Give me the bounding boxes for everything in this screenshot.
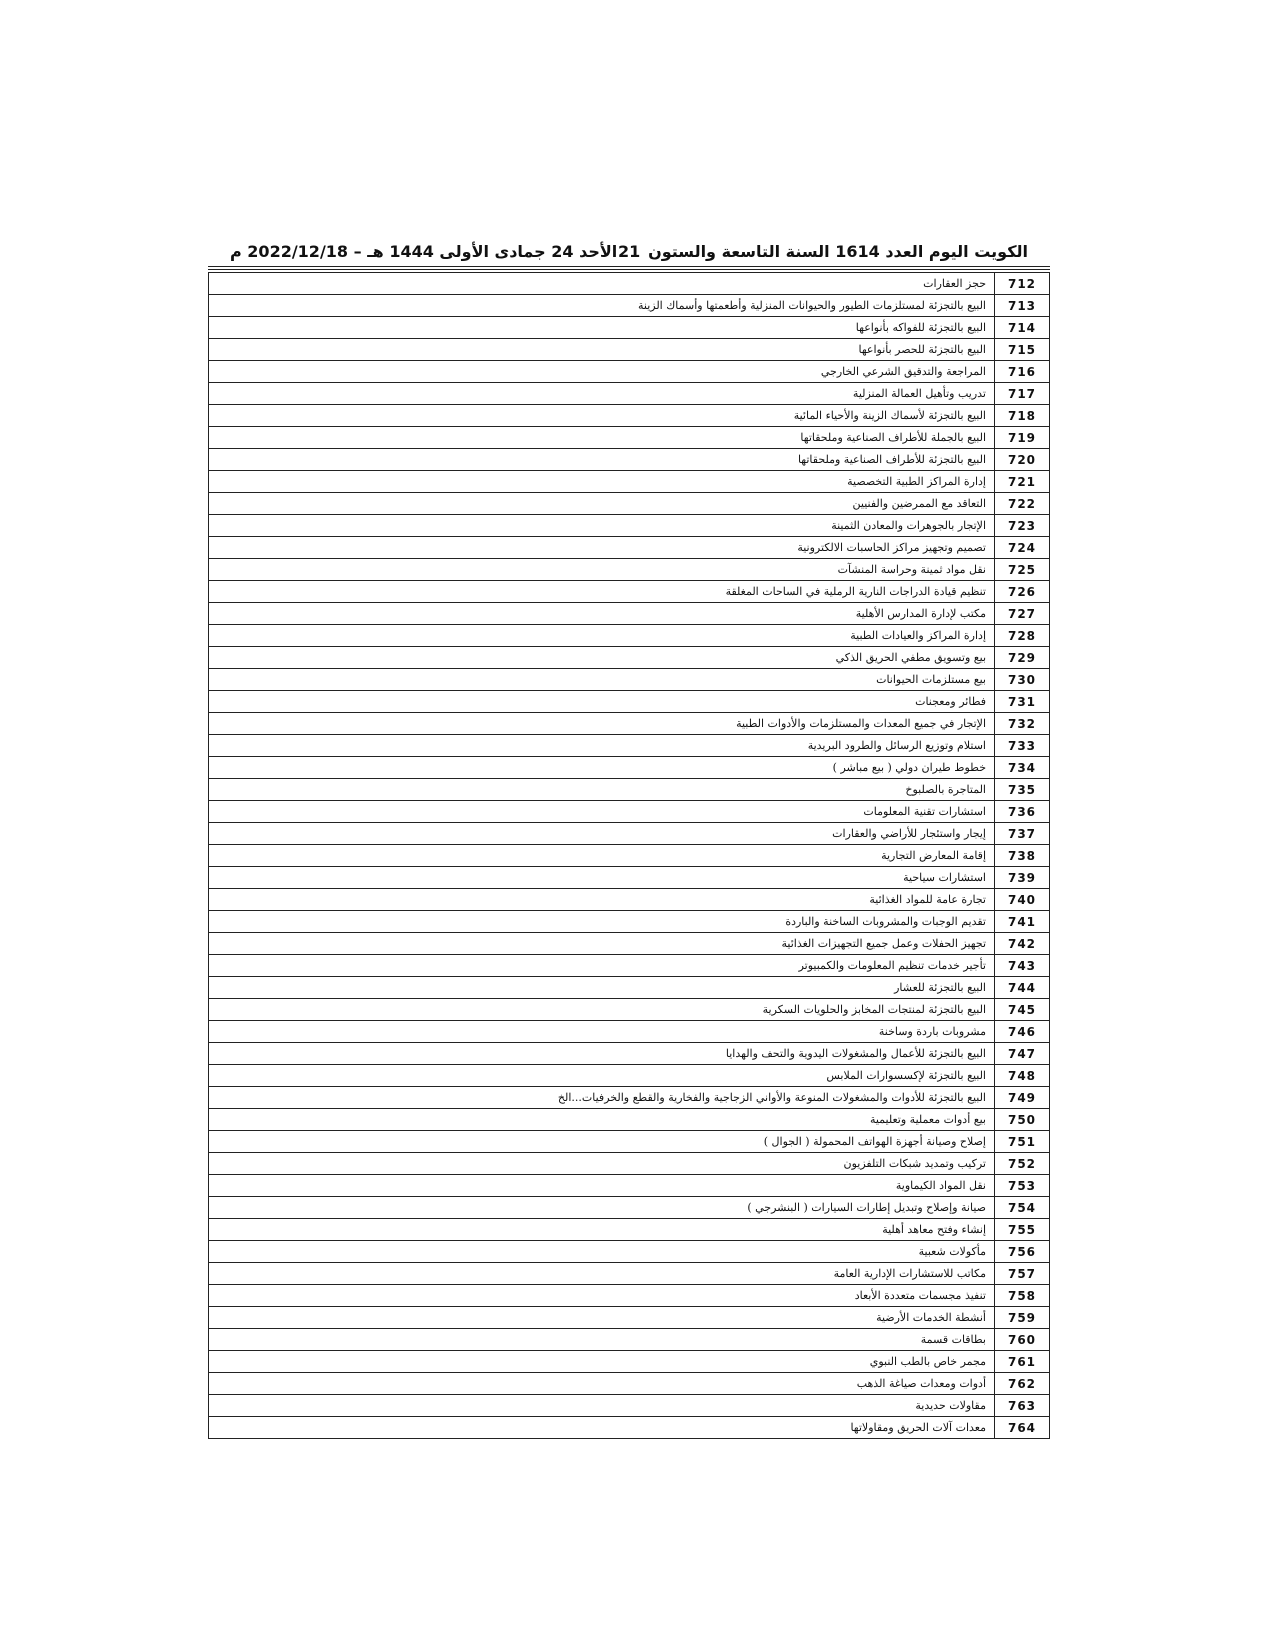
- activity-description: البيع بالتجزئة لمستلزمات الطيور والحيوانات المنزلية وأطعمتها وأسماك الزينة: [209, 295, 995, 317]
- activity-description: أدوات ومعدات صياغة الذهب: [209, 1373, 995, 1395]
- activity-description: فطائر ومعجنات: [209, 691, 995, 713]
- table-row: [209, 977, 1050, 999]
- activity-number: 747: [995, 1043, 1050, 1065]
- activity-number: 718: [995, 405, 1050, 427]
- activity-number: 737: [995, 823, 1050, 845]
- activity-number: 721: [995, 471, 1050, 493]
- activity-number: 753: [995, 1175, 1050, 1197]
- activity-number: 739: [995, 867, 1050, 889]
- activity-number: 743: [995, 955, 1050, 977]
- table-row: [209, 669, 1050, 691]
- table-row: [209, 471, 1050, 493]
- table-row: [209, 955, 1050, 977]
- activity-description: تدريب وتأهيل العمالة المنزلية: [209, 383, 995, 405]
- activity-number: 761: [995, 1351, 1050, 1373]
- activity-number: 724: [995, 537, 1050, 559]
- table-row: [209, 735, 1050, 757]
- table-row: [209, 1175, 1050, 1197]
- activity-number: 762: [995, 1373, 1050, 1395]
- table-row: [209, 581, 1050, 603]
- activity-number: 744: [995, 977, 1050, 999]
- table-row: [209, 339, 1050, 361]
- table-row: [209, 1153, 1050, 1175]
- table-row: [209, 515, 1050, 537]
- activity-number: 745: [995, 999, 1050, 1021]
- table-row: [209, 1329, 1050, 1351]
- table-row: [209, 1109, 1050, 1131]
- table-row: [209, 713, 1050, 735]
- table-row: [209, 361, 1050, 383]
- activity-description: الإتجار بالجوهرات والمعادن الثمينة: [209, 515, 995, 537]
- activity-number: 752: [995, 1153, 1050, 1175]
- activity-number: 735: [995, 779, 1050, 801]
- table-row: [209, 1043, 1050, 1065]
- activity-description: البيع بالتجزئة لأسماك الزينة والأحياء المائية: [209, 405, 995, 427]
- activity-description: إيجار واستئجار للأراضي والعقارات: [209, 823, 995, 845]
- activity-number: 714: [995, 317, 1050, 339]
- table-row: [209, 1197, 1050, 1219]
- table-row: [209, 559, 1050, 581]
- activity-number: 712: [995, 273, 1050, 295]
- activity-number: 750: [995, 1109, 1050, 1131]
- table-row: [209, 1417, 1050, 1439]
- table-row: [209, 1219, 1050, 1241]
- activity-description: تجارة عامة للمواد الغذائية: [209, 889, 995, 911]
- activity-description: إنشاء وفتح معاهد أهلية: [209, 1219, 995, 1241]
- table-row: [209, 647, 1050, 669]
- table-row: [209, 1241, 1050, 1263]
- table-row: [209, 295, 1050, 317]
- activity-description: البيع بالتجزئة للأطراف الصناعية وملحقاتها: [209, 449, 995, 471]
- table-row: [209, 493, 1050, 515]
- table-row: [209, 427, 1050, 449]
- activity-description: مكاتب للاستشارات الإدارية العامة: [209, 1263, 995, 1285]
- activity-number: 741: [995, 911, 1050, 933]
- table-row: [209, 405, 1050, 427]
- table-row: [209, 317, 1050, 339]
- activity-number: 730: [995, 669, 1050, 691]
- activity-number: 751: [995, 1131, 1050, 1153]
- activity-description: إقامة المعارض التجارية: [209, 845, 995, 867]
- activity-description: بطاقات قسمة: [209, 1329, 995, 1351]
- activity-description: نقل المواد الكيماوية: [209, 1175, 995, 1197]
- activity-number: 755: [995, 1219, 1050, 1241]
- activity-number: 731: [995, 691, 1050, 713]
- activity-number: 733: [995, 735, 1050, 757]
- activity-number: 758: [995, 1285, 1050, 1307]
- activity-number: 717: [995, 383, 1050, 405]
- activity-number: 746: [995, 1021, 1050, 1043]
- table-row: [209, 823, 1050, 845]
- page-header: [230, 238, 1028, 268]
- table-row: [209, 449, 1050, 471]
- activity-number: 742: [995, 933, 1050, 955]
- table-row: [209, 1307, 1050, 1329]
- activity-description: بيع وتسويق مطفي الحريق الذكي: [209, 647, 995, 669]
- activity-number: 734: [995, 757, 1050, 779]
- activity-table-container: [208, 272, 1050, 1439]
- activity-description: معدات آلات الحريق ومقاولاتها: [209, 1417, 995, 1439]
- activity-description: مجمر خاص بالطب النبوي: [209, 1351, 995, 1373]
- activity-description: تجهيز الحفلات وعمل جميع التجهيزات الغذائية: [209, 933, 995, 955]
- activity-description: البيع بالتجزئة لمنتجات المخابز والحلويات السكرية: [209, 999, 995, 1021]
- activity-description: تركيب وتمديد شبكات التلفزيون: [209, 1153, 995, 1175]
- table-row: [209, 603, 1050, 625]
- activity-description: مقاولات حديدية: [209, 1395, 995, 1417]
- table-row: [209, 845, 1050, 867]
- table-row: [209, 1373, 1050, 1395]
- activity-number: 728: [995, 625, 1050, 647]
- activity-number: 749: [995, 1087, 1050, 1109]
- activity-number: 736: [995, 801, 1050, 823]
- activity-description: صيانة وإصلاح وتبديل إطارات السيارات ( البنشرجي ): [209, 1197, 995, 1219]
- publication-date: الأحد 24 جمادى الأولى 1444 هـ – 2022/12/18 م: [230, 242, 618, 261]
- table-row: [209, 537, 1050, 559]
- activity-number: 722: [995, 493, 1050, 515]
- table-row: [209, 1065, 1050, 1087]
- activity-number: 720: [995, 449, 1050, 471]
- activity-description: إدارة المراكز والعيادات الطبية: [209, 625, 995, 647]
- table-row: [209, 801, 1050, 823]
- activity-number: 725: [995, 559, 1050, 581]
- activity-description: تأجير خدمات تنظيم المعلومات والكمبيوتر: [209, 955, 995, 977]
- table-row: [209, 625, 1050, 647]
- activity-number: 729: [995, 647, 1050, 669]
- activity-description: بيع مستلزمات الحيوانات: [209, 669, 995, 691]
- header-rule-top: [208, 266, 1050, 267]
- activity-description: البيع بالتجزئة للعشار: [209, 977, 995, 999]
- activity-description: تصميم وتجهيز مراكز الحاسبات الالكترونية: [209, 537, 995, 559]
- activity-description: استشارات تقنية المعلومات: [209, 801, 995, 823]
- activity-number: 764: [995, 1417, 1050, 1439]
- activity-description: المتاجرة بالصلبوخ: [209, 779, 995, 801]
- activity-description: تنفيذ مجسمات متعددة الأبعاد: [209, 1285, 995, 1307]
- activity-number: 732: [995, 713, 1050, 735]
- activity-number: 738: [995, 845, 1050, 867]
- activity-description: استلام وتوزيع الرسائل والطرود البريدية: [209, 735, 995, 757]
- table-row: [209, 1395, 1050, 1417]
- table-row: [209, 1285, 1050, 1307]
- table-row: [209, 867, 1050, 889]
- activity-number: 719: [995, 427, 1050, 449]
- table-row: [209, 1087, 1050, 1109]
- activity-description: مكتب لإدارة المدارس الأهلية: [209, 603, 995, 625]
- table-row: [209, 383, 1050, 405]
- table-row: [209, 1131, 1050, 1153]
- activity-number: 713: [995, 295, 1050, 317]
- table-row: [209, 911, 1050, 933]
- activity-number: 748: [995, 1065, 1050, 1087]
- activity-number: 726: [995, 581, 1050, 603]
- activity-number: 759: [995, 1307, 1050, 1329]
- publication-info: الكويت اليوم العدد 1614 السنة التاسعة والستون: [648, 242, 1028, 261]
- table-row: [209, 1263, 1050, 1285]
- page-number: 21: [618, 242, 641, 261]
- table-row: [209, 273, 1050, 295]
- activity-table: [208, 272, 1050, 1439]
- activity-number: 716: [995, 361, 1050, 383]
- table-row: [209, 757, 1050, 779]
- activity-description: إصلاح وصيانة أجهزة الهواتف المحمولة ( الجوال ): [209, 1131, 995, 1153]
- activity-description: أنشطة الخدمات الأرضية: [209, 1307, 995, 1329]
- table-row: [209, 779, 1050, 801]
- activity-description: البيع بالتجزئة للأعمال والمشغولات اليدوية والتحف والهدايا: [209, 1043, 995, 1065]
- activity-number: 715: [995, 339, 1050, 361]
- activity-description: بيع أدوات معملية وتعليمية: [209, 1109, 995, 1131]
- activity-description: البيع بالجملة للأطراف الصناعية وملحقاتها: [209, 427, 995, 449]
- table-row: [209, 691, 1050, 713]
- activity-description: مشروبات باردة وساخنة: [209, 1021, 995, 1043]
- activity-number: 754: [995, 1197, 1050, 1219]
- activity-description: استشارات سياحية: [209, 867, 995, 889]
- activity-description: حجز العقارات: [209, 273, 995, 295]
- activity-description: البيع بالتجزئة للفواكه بأنواعها: [209, 317, 995, 339]
- activity-description: البيع بالتجزئة للحصر بأنواعها: [209, 339, 995, 361]
- activity-number: 740: [995, 889, 1050, 911]
- activity-description: مأكولات شعبية: [209, 1241, 995, 1263]
- activity-description: تقديم الوجبات والمشروبات الساخنة والباردة: [209, 911, 995, 933]
- activity-description: تنظيم قيادة الدراجات النارية الرملية في الساحات المغلقة: [209, 581, 995, 603]
- table-row: [209, 1021, 1050, 1043]
- activity-description: الإتجار في جميع المعدات والمستلزمات والأدوات الطبية: [209, 713, 995, 735]
- table-row: [209, 1351, 1050, 1373]
- activity-number: 723: [995, 515, 1050, 537]
- activity-number: 727: [995, 603, 1050, 625]
- activity-number: 756: [995, 1241, 1050, 1263]
- activity-description: البيع بالتجزئة لإكسسوارات الملابس: [209, 1065, 995, 1087]
- activity-number: 763: [995, 1395, 1050, 1417]
- activity-number: 757: [995, 1263, 1050, 1285]
- table-row: [209, 999, 1050, 1021]
- table-row: [209, 933, 1050, 955]
- activity-description: البيع بالتجزئة للأدوات والمشغولات المنوعة والأواني الزجاجية والفخارية والقطع والخرفيات...الخ: [209, 1087, 995, 1109]
- activity-description: خطوط طيران دولي ( بيع مباشر ): [209, 757, 995, 779]
- activity-description: نقل مواد ثمينة وحراسة المنشآت: [209, 559, 995, 581]
- activity-description: إدارة المراكز الطبية التخصصية: [209, 471, 995, 493]
- activity-number: 760: [995, 1329, 1050, 1351]
- activity-description: التعاقد مع الممرضين والفنيين: [209, 493, 995, 515]
- activity-description: المراجعة والتدقيق الشرعي الخارجي: [209, 361, 995, 383]
- header-rule-bottom: [208, 269, 1050, 270]
- table-row: [209, 889, 1050, 911]
